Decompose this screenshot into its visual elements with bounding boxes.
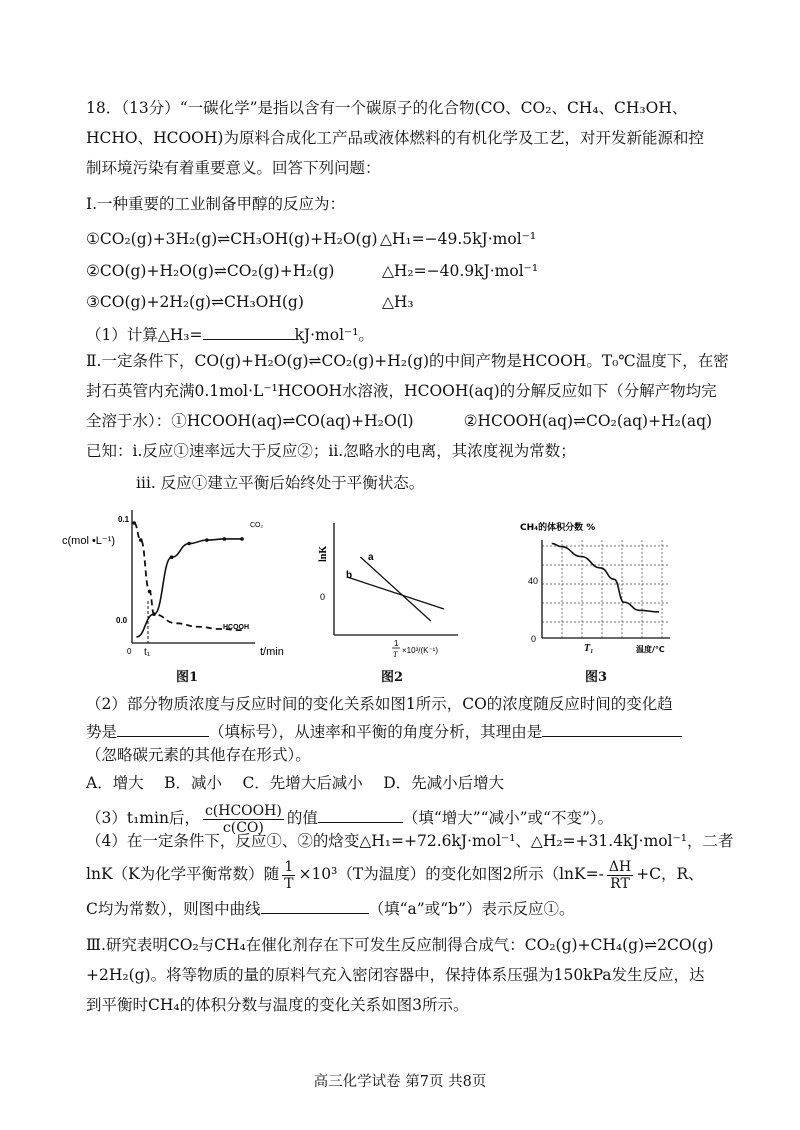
figure-1-caption: 图1 — [176, 670, 199, 685]
question-4-line1: （4）在一定条件下，反应①、②的焓变△H₁=+72.6kJ·mol⁻¹、△H₂=+31.4kJ·mol⁻¹，二者 — [86, 832, 734, 850]
question-4-text-c: +C，R、 — [636, 865, 704, 883]
q4-f2-den: RT — [610, 875, 630, 892]
section-3-line1: Ⅲ.研究表明CO₂与CH₄在催化剂存在下可发生反应制得合成气：CO₂(g)+CH₄(g)⇌2CO(g) — [86, 936, 714, 954]
fig1-co2-point — [170, 555, 174, 559]
reaction-2-enthalpy: △H₂=−40.9kJ·mol⁻¹ — [382, 262, 539, 280]
question-4-text-a: lnK（K为化学平衡常数）随 — [86, 865, 280, 883]
figure-3-caption: 图3 — [585, 670, 608, 685]
known-conditions-1: 已知：ⅰ.反应①速率远大于反应②；ⅱ.忽略水的电离，其浓度视为常数； — [86, 442, 576, 460]
fig1-ytick-bottom: 0.0 — [116, 616, 128, 625]
figure-3-chart — [508, 518, 678, 668]
fig1-co2-point — [205, 538, 209, 542]
answer-blank-3[interactable] — [318, 807, 403, 823]
question-2-line2 — [86, 721, 682, 743]
fig1-origin: 0 — [127, 647, 132, 656]
figure-3 — [508, 518, 678, 668]
question-3-text-c: （填“增大”“减小”或“不变”）。 — [402, 809, 614, 827]
fig3-t1: T₁ — [584, 643, 594, 654]
section-3-line3: 到平衡时CH₄的体积分数与温度的变化关系如图3所示。 — [86, 996, 469, 1014]
figure-2-chart — [308, 520, 478, 665]
question-2-options: A．增大 B．减小 C．先增大后减小 D．先减小后增大 — [86, 774, 505, 792]
reaction-2: ②CO(g)+H₂O(g)⇌CO₂(g)+H₂(g) — [86, 262, 335, 280]
reaction-3-enthalpy: △H₃ — [382, 293, 414, 311]
fig1-hcooh-point — [132, 521, 136, 525]
q3-numerator: c(HCOOH) — [204, 802, 282, 819]
fig1-xlabel: t/min — [260, 646, 284, 658]
question-2-line1: （2）部分物质浓度与反应时间的变化关系如图1所示，CO的浓度随反应时间的变化趋 — [86, 695, 673, 713]
section-2-line1: Ⅱ.一定条件下，CO(g)+H₂O(g)⇌CO₂(g)+H₂(g)的中间产物是HCOOH。T₀℃温度下，在密 — [86, 352, 729, 370]
fig1-co2-curve — [136, 539, 242, 637]
fig1-co2-point — [240, 537, 244, 541]
answer-blank-4[interactable] — [261, 898, 369, 914]
fig2-line-b — [347, 577, 444, 609]
question-2-text-a: 势是 — [86, 723, 118, 741]
question-4-text-b: ×10³（T为温度）的变化如图2所示（lnK=- — [298, 865, 604, 883]
fig1-hcooh-point — [139, 538, 143, 542]
answer-blank-2b[interactable] — [542, 721, 682, 737]
question-3-text-a: （3）t₁min后， — [86, 809, 200, 827]
question-4-line2 — [86, 856, 704, 892]
fig1-ytick-top: 0.1 — [118, 515, 130, 524]
fig3-xlabel: 温度/℃ — [636, 645, 665, 654]
question-1-text: （1）计算△H₃= — [86, 326, 203, 344]
fig1-hcooh-label: HCOOH — [223, 624, 250, 631]
question-4-text-d: C均为常数），则图中曲线 — [86, 900, 261, 918]
fig1-co2-point — [223, 537, 227, 541]
section-3-line2: +2H₂(g)。将等物质的量的原料气充入密闭容器中，保持体系压强为150kPa发生反应，达 — [86, 966, 705, 984]
fig2-xlabel-num: 1 — [394, 639, 399, 648]
question-4-line3 — [86, 898, 575, 920]
answer-blank-2a[interactable] — [117, 721, 209, 737]
question-intro-line2: HCHO、HCOOH)为原料合成化工产品或液体燃料的有机化学及工艺，对开发新能源和控 — [86, 129, 704, 147]
section-1-heading: Ⅰ.一种重要的工业制备甲醇的反应为： — [86, 195, 346, 213]
question-1 — [86, 324, 374, 346]
decomp-reaction-1: 全溶于水）：①HCOOH(aq)⇌CO(aq)+H₂O(l) — [86, 412, 414, 430]
fig1-ylabel: c(mol •L⁻¹) — [62, 535, 116, 547]
fig2-label-a: a — [368, 552, 374, 563]
fig3-ytick-40: 40 — [528, 576, 539, 586]
q3-denominator: c(CO) — [222, 819, 264, 836]
question-3-text-b: 的值 — [286, 809, 318, 827]
section-2-line2: 封石英管内充满0.1mol·L⁻¹HCOOH水溶液，HCOOH(aq)的分解反应如下（分解产物均完 — [86, 382, 717, 400]
question-1-unit: kJ·mol⁻¹。 — [294, 326, 374, 344]
fig2-line-a — [360, 557, 430, 621]
q4-fraction-1 — [282, 859, 295, 892]
q4-fraction-2 — [607, 859, 633, 892]
fig1-co2-point — [187, 542, 191, 546]
figure-2-caption: 图2 — [381, 670, 404, 685]
fig1-t1-label: t₁ — [144, 647, 151, 658]
answer-blank-1[interactable] — [203, 324, 295, 340]
q4-f1-num: 1 — [282, 859, 295, 876]
fig3-origin: 0 — [531, 634, 537, 644]
fig3-grid — [542, 540, 668, 638]
q4-f2-num: ΔH — [608, 858, 632, 875]
reaction-1: ①CO₂(g)+3H₂(g)⇌CH₃OH(g)+H₂O(g) — [86, 230, 378, 248]
q4-f1-den: T — [284, 875, 294, 892]
fig2-xlabel-rest: ×10³/(K⁻¹) — [402, 646, 439, 655]
fig2-label-b: b — [346, 570, 353, 581]
fig3-ch4-curve — [552, 543, 659, 611]
known-conditions-2: ⅲ. 反应①建立平衡后始终处于平衡状态。 — [136, 474, 425, 492]
question-4-text-e: （填“a”或“b”）表示反应①。 — [368, 900, 575, 918]
decomp-reaction-2: ②HCOOH(aq)⇌CO₂(aq)+H₂(aq) — [463, 412, 713, 430]
question-2-text-b: （填标号），从速率和平衡的角度分析，其理由是 — [209, 723, 543, 741]
section-2-line3 — [86, 410, 712, 432]
page-footer: 高三化学试卷 第7页 共8页 — [313, 1074, 487, 1090]
question-intro-line1: 18．（13分）“一碳化学”是指以含有一个碳原子的化合物(CO、CO₂、CH₄、CH₃OH、 — [86, 99, 688, 117]
question-intro-line3: 制环境污染有着重要意义。回答下列问题： — [86, 159, 381, 177]
reaction-3: ③CO(g)+2H₂(g)⇌CH₃OH(g) — [86, 293, 304, 311]
fig1-co2-point — [152, 612, 156, 616]
fig2-xlabel-den: T — [393, 650, 398, 659]
figure-1 — [60, 505, 300, 660]
figure-2 — [308, 520, 478, 665]
fig3-title: CH₄的体积分数 % — [520, 523, 596, 533]
fig1-co2-label: CO₂ — [250, 522, 264, 529]
fig1-hcooh-point — [148, 590, 152, 594]
fig2-ylabel: lnK — [318, 545, 329, 562]
figure-1-chart — [60, 505, 300, 660]
reaction-1-enthalpy: △H₁=−49.5kJ·mol⁻¹ — [380, 230, 537, 248]
fig2-zero: 0 — [320, 592, 326, 602]
question-2-line3: （忽略碳元素的其他存在形式）。 — [86, 746, 311, 764]
